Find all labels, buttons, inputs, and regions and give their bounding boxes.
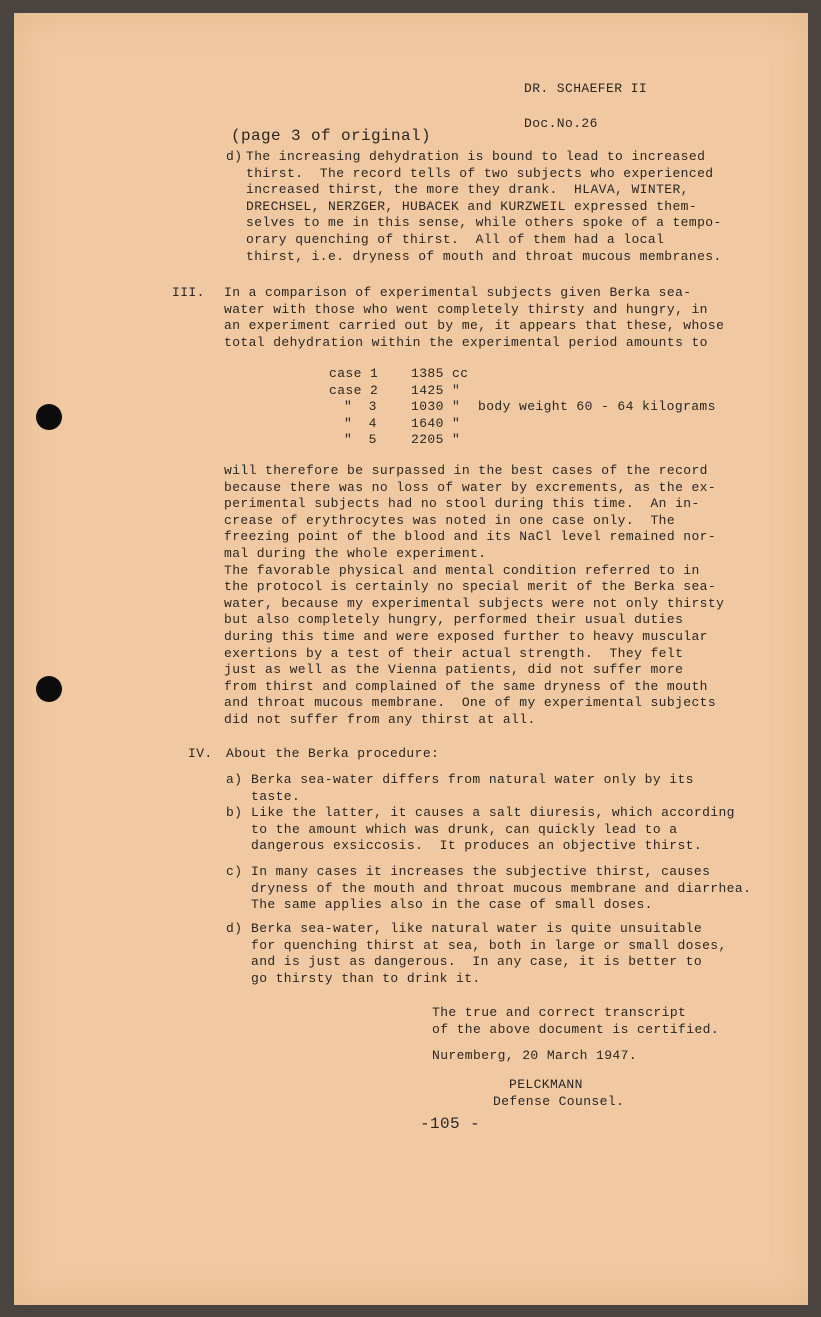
section-iii-body-line: just as well as the Vienna patients, did not suffer more — [224, 662, 684, 678]
para-d1-line: thirst, i.e. dryness of mouth and throat mucous membranes. — [246, 248, 722, 264]
item-marker: d) — [226, 921, 243, 936]
case-label: case 2 — [329, 382, 379, 398]
case-value: 1030 " — [411, 399, 461, 415]
case-value: 2205 " — [411, 432, 461, 448]
section-iii-body-line: will therefore be surpassed in the best cases of the record — [224, 463, 708, 478]
item-line: Like the latter, it causes a salt diuresis, which according — [251, 805, 735, 820]
item-line: go thirsty than to drink it. — [251, 970, 481, 986]
item-line: for quenching thirst at sea, both in large or small doses, — [251, 937, 727, 953]
item-marker: b) — [226, 805, 243, 820]
signer-role: Defense Counsel. — [493, 1094, 625, 1109]
punch-hole-top — [36, 404, 62, 430]
para-d1-marker: d) — [226, 149, 243, 164]
signer-name: PELCKMANN — [509, 1077, 583, 1092]
cases-note: body weight 60 - 64 kilograms — [478, 399, 716, 415]
section-iii-body-line: and throat mucous membrane. One of my experimental subjects — [224, 695, 717, 711]
section-iii-body-line: the protocol is certainly no special merit of the Berka sea- — [224, 579, 717, 595]
section-iii-body-line: during this time and were exposed further to heavy muscular — [224, 629, 708, 644]
case-label: " 4 — [344, 415, 377, 431]
item-line: and is just as dangerous. In any case, it is better to — [251, 954, 703, 970]
item-line: taste. — [251, 788, 301, 804]
case-label: case 1 — [329, 366, 379, 381]
section-iv-heading: About the Berka procedure: — [226, 746, 440, 761]
para-d1-line: selves to me in this sense, while others spoke of a tempo- — [246, 215, 722, 231]
document-number: Doc.No.26 — [524, 116, 598, 131]
page-note: (page 3 of original) — [231, 127, 432, 145]
punch-hole-bottom — [36, 676, 62, 702]
section-iii-line: an experiment carried out by me, it appears that these, whose — [224, 318, 725, 334]
case-label: " 3 — [344, 399, 377, 415]
item-line: In many cases it increases the subjective thirst, causes — [251, 864, 711, 879]
case-value: 1385 cc — [411, 366, 469, 381]
section-iii-line: water with those who went completely thirsty and hungry, in — [224, 301, 708, 317]
page-number: -105 - — [420, 1115, 481, 1133]
section-iv-numeral: IV. — [188, 746, 213, 761]
section-iii-body-line: perimental subjects had no stool during this time. An in- — [224, 496, 700, 512]
para-d1-line: increased thirst, the more they drank. HLAVA, WINTER, — [246, 182, 689, 198]
para-d1-line: The increasing dehydration is bound to lead to increased — [246, 149, 706, 164]
item-marker: a) — [226, 772, 243, 787]
case-value: 1640 " — [411, 415, 461, 431]
item-line: The same applies also in the case of small doses. — [251, 897, 653, 913]
section-iii-numeral: III. — [172, 285, 205, 300]
para-d1-line: orary quenching of thirst. All of them had a local — [246, 232, 665, 247]
section-iii-body-line: but also completely hungry, performed their usual duties — [224, 612, 684, 628]
section-iii-body-line: exertions by a test of their actual strength. They felt — [224, 645, 684, 661]
item-line: dryness of the mouth and throat mucous membrane and diarrhea. — [251, 880, 752, 896]
place-date: Nuremberg, 20 March 1947. — [432, 1048, 638, 1063]
section-iii-line: total dehydration within the experimental period amounts to — [224, 334, 708, 350]
defendant-name: DR. SCHAEFER II — [524, 81, 648, 96]
para-d1-line: DRECHSEL, NERZGER, HUBACEK and KURZWEIL expressed them- — [246, 198, 698, 214]
para-d1-line: thirst. The record tells of two subjects who experienced — [246, 165, 714, 181]
case-label: " 5 — [344, 432, 377, 448]
section-iii-line: In a comparison of experimental subjects given Berka sea- — [224, 285, 692, 300]
certification-line: The true and correct transcript — [432, 1005, 687, 1020]
section-iii-body-line: The favorable physical and mental condition referred to in — [224, 562, 700, 578]
item-line: to the amount which was drunk, can quickly lead to a — [251, 821, 678, 837]
section-iii-body-line: mal during the whole experiment. — [224, 546, 487, 561]
item-line: Berka sea-water differs from natural water only by its — [251, 772, 694, 787]
section-iii-body-line: water, because my experimental subjects were not only thirsty — [224, 595, 725, 611]
section-iii-body-line: because there was no loss of water by excrements, as the ex- — [224, 479, 717, 495]
case-value: 1425 " — [411, 382, 461, 398]
item-marker: c) — [226, 864, 243, 879]
certification-line: of the above document is certified. — [432, 1021, 720, 1037]
section-iii-body-line: did not suffer from any thirst at all. — [224, 712, 536, 727]
item-line: dangerous exsiccosis. It produces an objective thirst. — [251, 838, 703, 854]
item-line: Berka sea-water, like natural water is quite unsuitable — [251, 921, 703, 936]
section-iii-body-line: crease of erythrocytes was noted in one case only. The — [224, 512, 676, 528]
section-iii-body-line: from thirst and complained of the same dryness of the mouth — [224, 678, 708, 694]
section-iii-body-line: freezing point of the blood and its NaCl level remained nor- — [224, 529, 717, 545]
